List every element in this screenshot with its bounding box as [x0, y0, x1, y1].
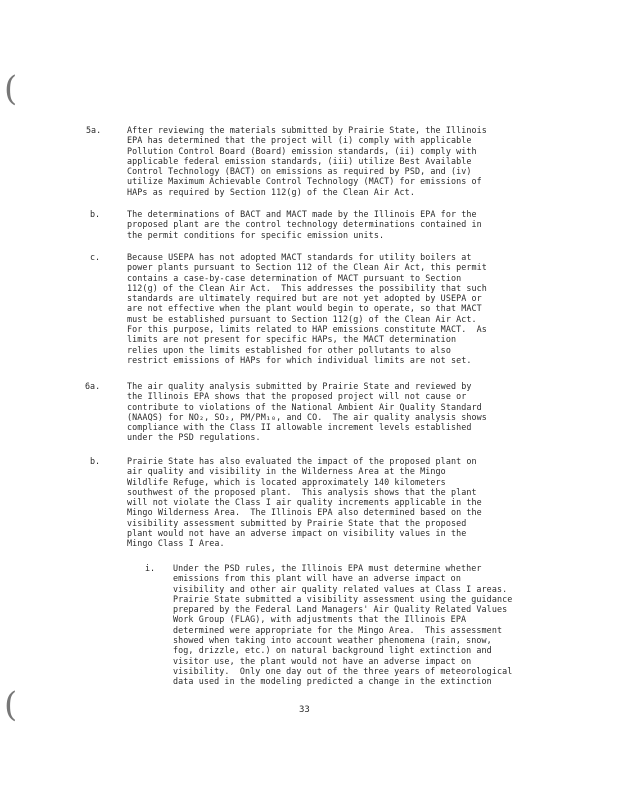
text-line: visitor use, the plant would not have an adverse impact on [173, 655, 472, 666]
paragraph-6b [127, 456, 482, 549]
text-line: visibility and other air quality related values at Class I areas. [173, 583, 508, 594]
text-line: Mingo Wilderness Area. The Illinois EPA also determined based on the [127, 507, 482, 518]
left-margin-bracket-bottom: ( [4, 685, 18, 725]
text-line: emissions from this plant will have an adverse impact on [173, 573, 461, 584]
paragraph-label-i: i. [145, 563, 156, 573]
text-line: limits are not present for specific HAPs, the MACT determination [127, 334, 457, 345]
text-line: The air quality analysis submitted by Prairie State and reviewed by [127, 381, 472, 391]
text-line: EPA has determined that the project will (i) comply with applicable [127, 135, 472, 146]
text-line: plant would not have an adverse impact on visibility values in the [127, 528, 467, 539]
text-line: data used in the modeling predicted a change in the extinction [173, 676, 492, 687]
text-line: Because USEPA has not adopted MACT standards for utility boilers at [127, 252, 472, 262]
text-line: Pollution Control Board (Board) emission standards, (ii) comply with [127, 145, 477, 156]
text-line: standards are ultimately required but are not yet adopted by USEPA or [127, 293, 482, 304]
text-line: are not effective when the plant would begin to operate, so that MACT [127, 303, 482, 314]
text-line: Mingo Class I Area. [127, 538, 225, 549]
text-line: Under the PSD rules, the Illinois EPA must determine whether [173, 563, 482, 573]
text-line: 112(g) of the Clean Air Act. This addresses the possibility that such [127, 282, 487, 293]
text-line: contains a case-by-case determination of MACT pursuant to Section [127, 272, 462, 283]
text-line: visibility assessment submitted by Prairie State that the proposed [127, 517, 467, 528]
text-line: After reviewing the materials submitted by Prairie State, the Illinois [127, 125, 487, 135]
text-line: HAPs as required by Section 112(g) of the Clean Air Act. [127, 186, 415, 197]
text-line: Control Technology (BACT) on emissions as required by PSD, and (iv) [127, 166, 472, 177]
text-line: Prairie State submitted a visibility assessment using the guidance [173, 593, 513, 604]
paragraph-c [127, 252, 487, 365]
text-line: prepared by the Federal Land Managers' Air Quality Related Values [173, 604, 508, 615]
text-line: utilize Maximum Achievable Control Technology (MACT) for emissions of [127, 176, 482, 187]
paragraph-label-6a: 6a. [85, 381, 101, 391]
paragraph-label-5a: 5a. [86, 125, 102, 135]
text-line: Wildlife Refuge, which is located approximately 140 kilometers [127, 476, 446, 487]
text-line: relies upon the limits established for other pollutants to also [127, 344, 451, 355]
text-line: power plants pursuant to Section 112 of the Clean Air Act, this permit [127, 262, 487, 273]
paragraph-b [127, 209, 482, 240]
text-line: For this purpose, limits related to HAP emissions constitute MACT. As [127, 324, 487, 335]
page-number: 33 [299, 705, 310, 715]
text-line: visibility. Only one day out of the three years of meteorological [173, 665, 513, 676]
paragraph-6b-i [173, 563, 512, 687]
left-margin-bracket-top: ( [4, 69, 18, 109]
text-line: applicable federal emission standards, (iii) utilize Best Available [127, 155, 472, 166]
text-line: air quality and visibility in the Wilderness Area at the Mingo [127, 466, 446, 477]
text-line: compliance with the Class II allowable increment levels established [127, 422, 472, 433]
text-line: must be established pursuant to Section 112(g) of the Clean Air Act. [127, 313, 477, 324]
text-line: will not violate the Class I air quality increments applicable in the [127, 497, 482, 508]
text-line: showed when taking into account weather phenomena (rain, snow, [173, 635, 492, 646]
text-line: Prairie State has also evaluated the impact of the proposed plant on [127, 456, 477, 466]
paragraph-6a [127, 381, 487, 443]
text-line: (NAAQS) for NO₂, SO₂, PM/PM₁₀, and CO. The air quality analysis shows [127, 411, 487, 422]
paragraph-label-b: b. [90, 209, 101, 219]
text-line: the Illinois EPA shows that the proposed project will not cause or [127, 391, 467, 402]
text-line: Work Group (FLAG), with adjustments that the Illinois EPA [173, 614, 467, 625]
text-line: the permit conditions for specific emission units. [127, 229, 385, 240]
text-line: proposed plant are the control technology determinations contained in [127, 219, 482, 230]
text-line: The determinations of BACT and MACT made by the Illinois EPA for the [127, 209, 477, 219]
text-line: fog, drizzle, etc.) on natural background light extinction and [173, 645, 492, 656]
paragraph-label-c: c. [90, 252, 101, 262]
text-line: southwest of the proposed plant. This analysis shows that the plant [127, 486, 477, 497]
text-line: under the PSD regulations. [127, 432, 261, 443]
text-line: determined were appropriate for the Mingo Area. This assessment [173, 624, 503, 635]
paragraph-label-6b: b. [90, 456, 101, 466]
text-line: restrict emissions of HAPs for which individual limits are not set. [127, 354, 472, 365]
paragraph-5a [127, 125, 487, 197]
text-line: contribute to violations of the National Ambient Air Quality Standard [127, 401, 482, 412]
